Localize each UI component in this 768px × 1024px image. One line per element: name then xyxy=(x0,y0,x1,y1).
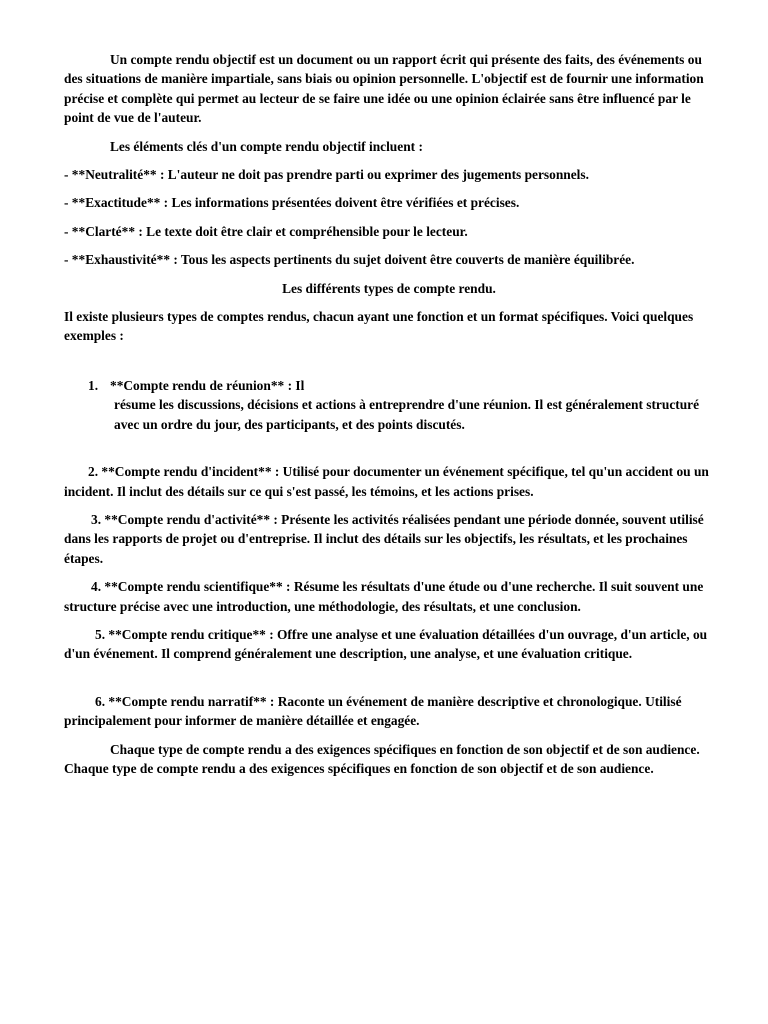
list-item-first-line: **Compte rendu de réunion** : Il xyxy=(110,377,305,393)
paragraph-critique: 5. **Compte rendu critique** : Offre une analyse et une évaluation détaillées d'un ouvrage, d'un article, ou d'un événement. Il comprend généralement une description, une analyse, et une évaluation critique. xyxy=(64,626,708,662)
bullet-clarte: - **Clarté** : Le texte doit être clair et compréhensible pour le lecteur. xyxy=(64,223,468,239)
bullet-exactitude: - **Exactitude** : Les informations présentées doivent être vérifiées et précises. xyxy=(64,195,520,211)
paragraph-scientifique: 4. **Compte rendu scientifique** : Résume les résultats d'une étude ou d'une recherche. Il suit souvent une structure précise avec une introduction, une méthodologie, des résultats, et une conclusion. xyxy=(64,579,704,614)
list-item-continuation: résume les discussions, décisions et actions à entreprendre d'une réunion. Il est généralement structuré avec un ordre du jour, des participants, et des points discutés. xyxy=(114,397,700,432)
bullet-exhaustivite: - **Exhaustivité** : Tous les aspects pertinents du sujet doivent être couverts de manière équilibrée. xyxy=(64,252,635,268)
list-item-reunion xyxy=(88,376,714,434)
bullet-neutralite: - **Neutralité** : L'auteur ne doit pas prendre parti ou exprimer des jugements personnels. xyxy=(64,167,589,183)
paragraph-incident: 2. **Compte rendu d'incident** : Utilisé pour documenter un événement spécifique, tel qu'un accident ou un incident. Il inclut des détails sur ce qui s'est passé, les témoins, et les actions prises. xyxy=(64,464,709,499)
types-intro-paragraph: Il existe plusieurs types de comptes rendus, chacun ayant une fonction et un format spécifiques. Voici quelques exemples : xyxy=(64,309,694,344)
intro-paragraph: Un compte rendu objectif est un document ou un rapport écrit qui présente des faits, des événements ou des situations de manière impartiale, sans biais ou opinion personnelle. L'objectif est de fournir une information précise et complète qui permet au lecteur de se faire une idée ou une opinion éclairée sans être influencé par le point de vue de l'auteur. xyxy=(64,52,704,126)
document-page xyxy=(64,50,714,787)
key-elements-heading: Les éléments clés d'un compte rendu objectif incluent : xyxy=(110,138,423,154)
list-item-body xyxy=(110,376,714,434)
types-heading: Les différents types de compte rendu. xyxy=(282,280,496,296)
list-number: 1. xyxy=(88,377,99,393)
paragraph-activite: 3. **Compte rendu d'activité** : Présente les activités réalisées pendant une période donnée, souvent utilisé dans les rapports de projet ou d'entreprise. Il inclut des détails sur les objectifs, les résultats, et les prochaines étapes. xyxy=(64,511,704,566)
paragraph-narratif: 6. **Compte rendu narratif** : Raconte un événement de manière descriptive et chronologique. Utilisé principalement pour informer de manière détaillée et engagée. xyxy=(64,693,682,729)
conclusion-paragraph: Chaque type de compte rendu a des exigences spécifiques en fonction de son objectif et de son audience. Chaque type de compte rendu a des exigences spécifiques en fonction de son objectif et de son audience. xyxy=(64,741,700,776)
